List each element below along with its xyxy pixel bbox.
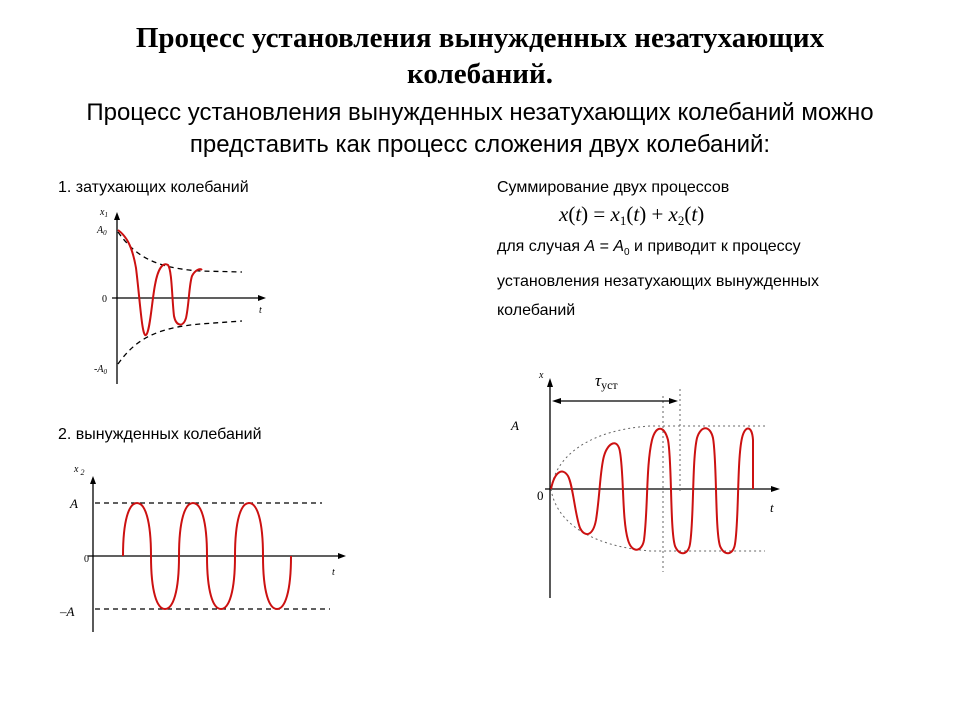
panel1-tick-A0: $A_0$ (97, 225, 107, 237)
subtitle-line-1: Процесс установления вынужденных незатухающих колебаний можно (86, 99, 874, 126)
summary-line-2: установления незатухающих вынужденных (497, 273, 820, 291)
slide-title (0, 20, 960, 92)
title-line-2: колебаний. (407, 58, 553, 90)
panel3-tau-arrow-left-head (552, 398, 561, 404)
panel3-upper-envelope (551, 426, 765, 489)
panel1-y-arrow (114, 212, 120, 220)
panel1-x-axis-label: t (259, 305, 262, 316)
panel2-x-arrow (338, 553, 346, 559)
summary-heading: Суммирование двух процессов (497, 179, 730, 196)
panel3-tick-zero: 0 (537, 488, 544, 503)
panel2-tick-zero: 0 (84, 554, 89, 565)
panel1-tick-minus-A0: $-A_0$ (94, 364, 107, 376)
panel1-label: 1. затухающих колебаний (58, 179, 249, 196)
sum-formula: $x(t) = x_1(t) + x_2(t)$ (559, 202, 705, 228)
summary-line-3: колебаний (497, 302, 576, 320)
panel3-tau-label: τуст (595, 371, 618, 392)
panel3-tick-A: A (511, 418, 519, 433)
panel1-x-arrow (258, 295, 266, 301)
summary-line-1: для случая $A = A_0$ и приводит к процессу (497, 238, 801, 259)
panel2-y-arrow (90, 476, 96, 484)
panel1-damped-wave (118, 230, 202, 335)
panel3-y-axis-label: x (539, 370, 544, 381)
panel2-label: 2. вынужденных колебаний (58, 426, 262, 443)
panel1-y-axis-label: $x_1$ (100, 207, 108, 219)
panel3-sum-wave (551, 428, 753, 553)
panel2-tick-A: A (70, 496, 78, 511)
panel1-tick-zero: 0 (102, 294, 107, 305)
panel3-lower-envelope (551, 489, 765, 551)
summary-text (497, 232, 819, 325)
slide-subtitle (0, 97, 960, 161)
panel3-y-arrow (547, 378, 553, 387)
panel2-x-axis-label: t (332, 567, 335, 578)
subtitle-line-2: представить как процесс сложения двух колебаний: (189, 131, 771, 158)
panel2-forced-wave (123, 503, 291, 609)
panel3-x-axis-label: t (770, 500, 774, 515)
panel2-y-axis-label: x $_2$ (74, 464, 85, 477)
panel1-lower-envelope (118, 321, 242, 364)
panel2-tick-minus-A: –A (60, 604, 75, 619)
panel3-tau-arrow-right-head (669, 398, 678, 404)
panel1-upper-envelope (118, 232, 242, 272)
panel3-x-arrow (771, 486, 780, 492)
title-line-1: Процесс установления вынужденных незатухающих (135, 22, 825, 54)
